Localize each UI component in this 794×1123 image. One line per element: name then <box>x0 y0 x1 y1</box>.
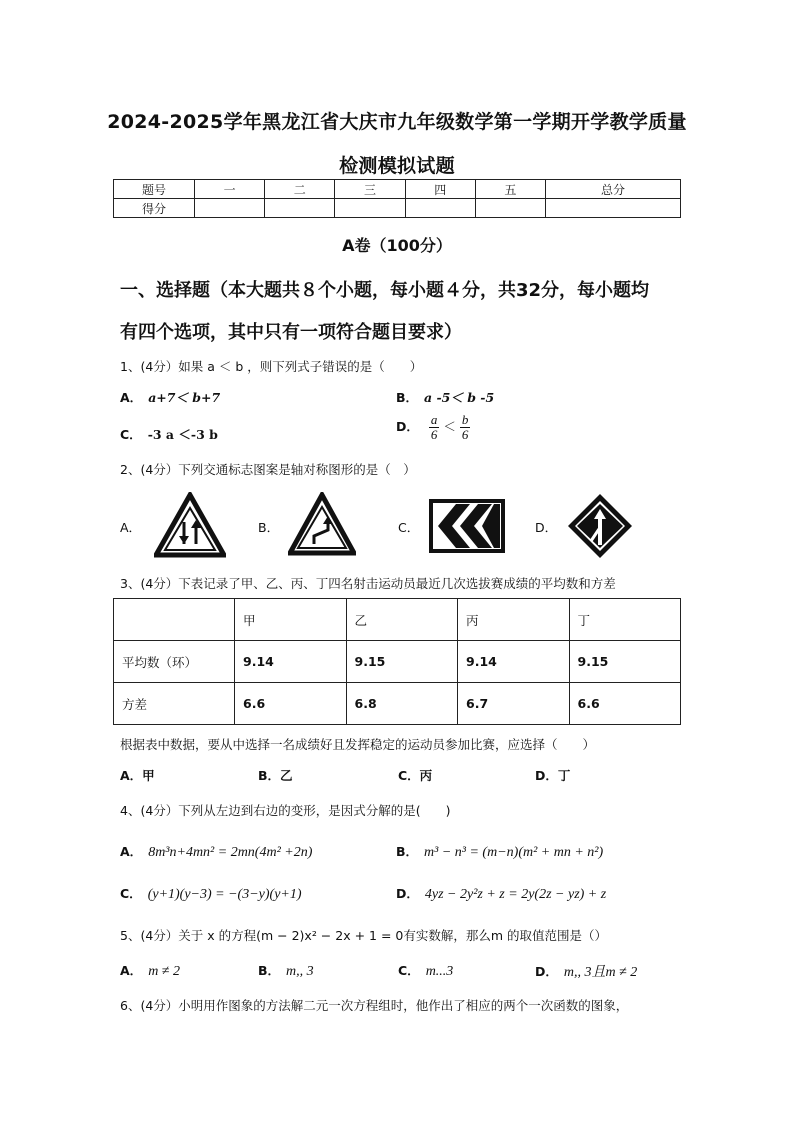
option-text: m,, 3 <box>286 964 314 979</box>
table-header-cell: 甲 <box>235 599 347 641</box>
q5-option-c[interactable] <box>398 961 453 980</box>
q5-option-b[interactable] <box>258 961 314 980</box>
q4-option-b[interactable] <box>396 842 603 861</box>
q1-option-a[interactable] <box>120 388 220 406</box>
two-way-traffic-sign-icon[interactable] <box>154 492 226 558</box>
q3-option-d[interactable]: D．丁 <box>535 768 571 783</box>
table-cell: 9.15 <box>569 641 681 683</box>
q1-option-d[interactable] <box>396 413 470 442</box>
option-letter: A． <box>120 844 143 859</box>
score-cell: 总分 <box>546 180 681 199</box>
q3-option-c[interactable]: C．丙 <box>398 768 433 783</box>
score-cell: 五 <box>475 180 545 199</box>
option-letter: B． <box>396 390 419 405</box>
option-letter: D． <box>396 419 419 434</box>
chevron-left-sign-icon[interactable] <box>428 498 506 554</box>
fraction-b-over-6: $\frac{b}{6}$ <box>461 412 469 442</box>
score-cell: 题号 <box>114 180 195 199</box>
score-table-header-row <box>114 180 681 199</box>
table-header-cell: 丁 <box>569 599 681 641</box>
q1-stem: 1、(4分）如果 a ＜ b ，则下列式子错误的是（ ） <box>120 359 423 374</box>
page-title: 2024-2025学年黑龙江省大庆市九年级数学第一学期开学教学质量 <box>107 111 687 133</box>
table-row <box>114 599 681 641</box>
option-text: a+7＜ b+7 <box>148 390 221 405</box>
option-text: a -5＜ b -5 <box>424 390 495 405</box>
option-letter: B． <box>396 844 419 859</box>
q5-stem: 5、(4分）关于 x 的方程(m − 2)x² − 2x + 1 = 0有实数解，那么m 的取值范围是（） <box>120 928 608 943</box>
table-row <box>114 641 681 683</box>
q3-option-a[interactable]: A．甲 <box>120 768 155 783</box>
table-row-label: 方差 <box>114 683 235 725</box>
table-cell: 9.15 <box>346 641 458 683</box>
q4-option-d[interactable] <box>396 884 606 903</box>
option-text: m,, 3且m ≠ 2 <box>563 965 638 980</box>
table-row-label: 平均数（环） <box>114 641 235 683</box>
q1-option-b[interactable] <box>396 388 494 406</box>
table-cell: 6.7 <box>458 683 570 725</box>
option-text: m ≠ 2 <box>148 964 180 979</box>
q6-stem: 6、(4分）小明用作图象的方法解二元一次方程组时，他作出了相应的两个一次函数的图象， <box>120 998 629 1013</box>
q3-question: 根据表中数据，要从中选择一名成绩好且发挥稳定的运动员参加比赛，应选择（ ） <box>120 737 596 752</box>
score-table <box>113 179 681 218</box>
option-letter: D． <box>535 964 558 979</box>
q5-option-a[interactable] <box>120 961 180 980</box>
option-text: (y+1)(y−3) = −(3−y)(y+1) <box>147 887 302 902</box>
option-letter: C． <box>398 963 420 978</box>
q5-option-d[interactable] <box>535 961 637 981</box>
q3-option-b[interactable]: B．乙 <box>258 768 293 783</box>
table-cell: 9.14 <box>235 641 347 683</box>
less-than: ＜ <box>443 419 456 434</box>
option-text: m...3 <box>425 964 454 979</box>
table-header-cell <box>114 599 235 641</box>
double-bend-sign-icon[interactable] <box>288 492 356 556</box>
score-cell: 一 <box>195 180 265 199</box>
score-table-score-row <box>114 199 681 218</box>
page-subtitle: 检测模拟试题 <box>339 155 455 177</box>
q2-option-d-label: D． <box>535 520 558 535</box>
option-letter: A． <box>120 963 143 978</box>
option-text: -3 a ＜-3 b <box>147 427 218 442</box>
q2-option-b-label: B． <box>258 520 280 535</box>
option-text: 4yz − 2y²z + z = 2y(2z − yz) + z <box>424 887 607 902</box>
option-text: m³ − n³ = (m−n)(m² + mn + n²) <box>424 845 604 860</box>
score-input-cell[interactable] <box>475 199 545 218</box>
score-cell: 二 <box>265 180 335 199</box>
option-letter: D． <box>396 886 419 901</box>
option-letter: B． <box>258 963 281 978</box>
q4-option-c[interactable] <box>120 884 302 903</box>
table-header-cell: 丙 <box>458 599 570 641</box>
q4-stem: 4、(4分）下列从左边到右边的变形，是因式分解的是( ) <box>120 803 451 818</box>
table-header-cell: 乙 <box>346 599 458 641</box>
option-letter: A． <box>120 390 143 405</box>
q2-stem: 2、(4分）下列交通标志图案是轴对称图形的是（ ） <box>120 462 416 477</box>
section-a-title: A卷（100分） <box>342 236 452 255</box>
q1-option-c[interactable] <box>120 425 218 443</box>
table-cell: 6.6 <box>569 683 681 725</box>
score-cell: 四 <box>405 180 475 199</box>
table-row <box>114 683 681 725</box>
merge-arrow-sign-icon[interactable] <box>567 493 633 559</box>
score-input-cell[interactable] <box>405 199 475 218</box>
option-letter: C． <box>120 886 142 901</box>
part1-heading-line2: 有四个选项，其中只有一项符合题目要求） <box>120 322 462 343</box>
table-cell: 6.6 <box>235 683 347 725</box>
q2-option-c-label: C． <box>398 520 420 535</box>
option-text: 8m³n+4mn² = 2mn(4m² +2n) <box>148 845 313 860</box>
q4-option-a[interactable] <box>120 842 312 861</box>
part1-heading-line1: 一、选择题（本大题共８个小题，每小题４分，共32分，每小题均 <box>120 280 650 301</box>
score-input-cell[interactable] <box>195 199 265 218</box>
score-cell: 三 <box>335 180 405 199</box>
table-cell: 9.14 <box>458 641 570 683</box>
q3-stem: 3、(4分）下表记录了甲、乙、丙、丁四名射击运动员最近几次选拔赛成绩的平均数和方差 <box>120 576 616 591</box>
q2-option-a-label: A． <box>120 520 142 535</box>
shooter-stats-table <box>113 598 681 725</box>
option-letter: C． <box>120 427 142 442</box>
score-cell: 得分 <box>114 199 195 218</box>
score-input-cell[interactable] <box>335 199 405 218</box>
table-cell: 6.8 <box>346 683 458 725</box>
score-input-cell[interactable] <box>265 199 335 218</box>
fraction-a-over-6: $\frac{a}{6}$ <box>430 412 438 442</box>
score-input-cell[interactable] <box>546 199 681 218</box>
